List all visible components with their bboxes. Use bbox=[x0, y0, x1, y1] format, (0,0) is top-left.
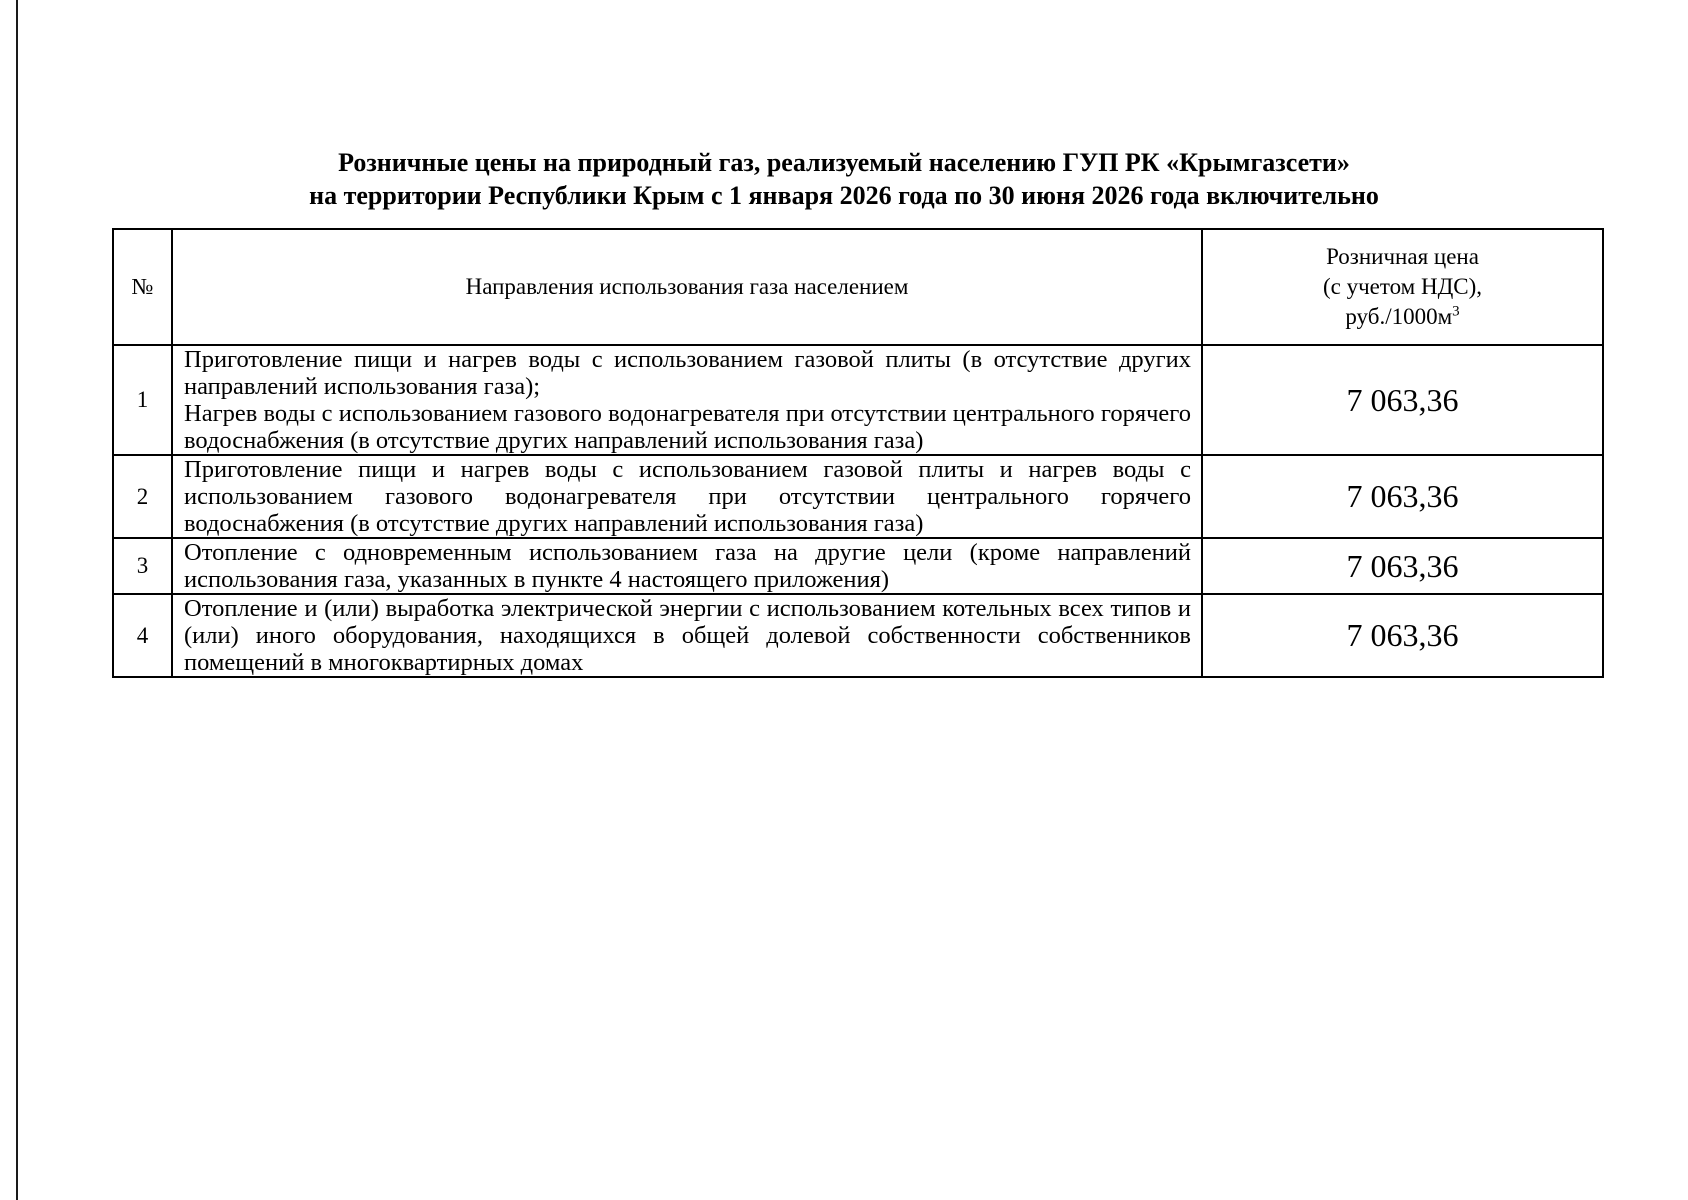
table-header-row bbox=[113, 229, 1603, 345]
row-description-paragraph: Приготовление пищи и нагрев воды с использованием газовой плиты и нагрев воды с использованием газового водонагревателя при отсутствии центрального горячего водоснабжения (в отсутствие других направлений использования газа) bbox=[184, 456, 1191, 537]
row-description bbox=[172, 345, 1202, 455]
row-number: 3 bbox=[113, 538, 172, 594]
header-price bbox=[1202, 229, 1603, 345]
document-title bbox=[0, 146, 1688, 212]
table-row bbox=[113, 594, 1603, 677]
row-description bbox=[172, 538, 1202, 594]
price-table bbox=[112, 228, 1604, 678]
row-description-paragraph: Отопление с одновременным использованием газа на другие цели (кроме направлений использования газа, указанных в пункте 4 настоящего приложения) bbox=[184, 539, 1191, 593]
row-price: 7 063,36 bbox=[1202, 455, 1603, 538]
header-price-line-3 bbox=[1203, 302, 1602, 332]
header-price-unit-exponent: 3 bbox=[1452, 303, 1460, 320]
row-description bbox=[172, 455, 1202, 538]
table-row bbox=[113, 538, 1603, 594]
header-price-line-1: Розничная цена bbox=[1326, 244, 1479, 269]
header-price-unit: руб./1000м bbox=[1345, 304, 1453, 329]
row-description-paragraph: Нагрев воды с использованием газового водонагревателя при отсутствии центрального горячего водоснабжения (в отсутствие других направлений использования газа) bbox=[184, 400, 1191, 454]
table-row bbox=[113, 345, 1603, 455]
header-direction: Направления использования газа населением bbox=[172, 229, 1202, 345]
row-description-paragraph: Приготовление пищи и нагрев воды с использованием газовой плиты (в отсутствие других направлений использования газа); bbox=[184, 346, 1191, 400]
row-price: 7 063,36 bbox=[1202, 538, 1603, 594]
header-price-line-2: (с учетом НДС), bbox=[1322, 274, 1483, 299]
header-number: № bbox=[113, 229, 172, 345]
row-price: 7 063,36 bbox=[1202, 594, 1603, 677]
row-number: 1 bbox=[113, 345, 172, 455]
row-description bbox=[172, 594, 1202, 677]
row-number: 2 bbox=[113, 455, 172, 538]
title-line-2: на территории Республики Крым с 1 января 2026 года по 30 июня 2026 года включительно bbox=[309, 181, 1379, 210]
title-line-1: Розничные цены на природный газ, реализуемый населению ГУП РК «Крымгазсети» bbox=[338, 148, 1350, 177]
row-price: 7 063,36 bbox=[1202, 345, 1603, 455]
table-row bbox=[113, 455, 1603, 538]
row-number: 4 bbox=[113, 594, 172, 677]
row-description-paragraph: Отопление и (или) выработка электрической энергии с использованием котельных всех типов и (или) иного оборудования, находящихся в общей долевой собственности собственников помещений в многоквартирных домах bbox=[184, 595, 1191, 676]
